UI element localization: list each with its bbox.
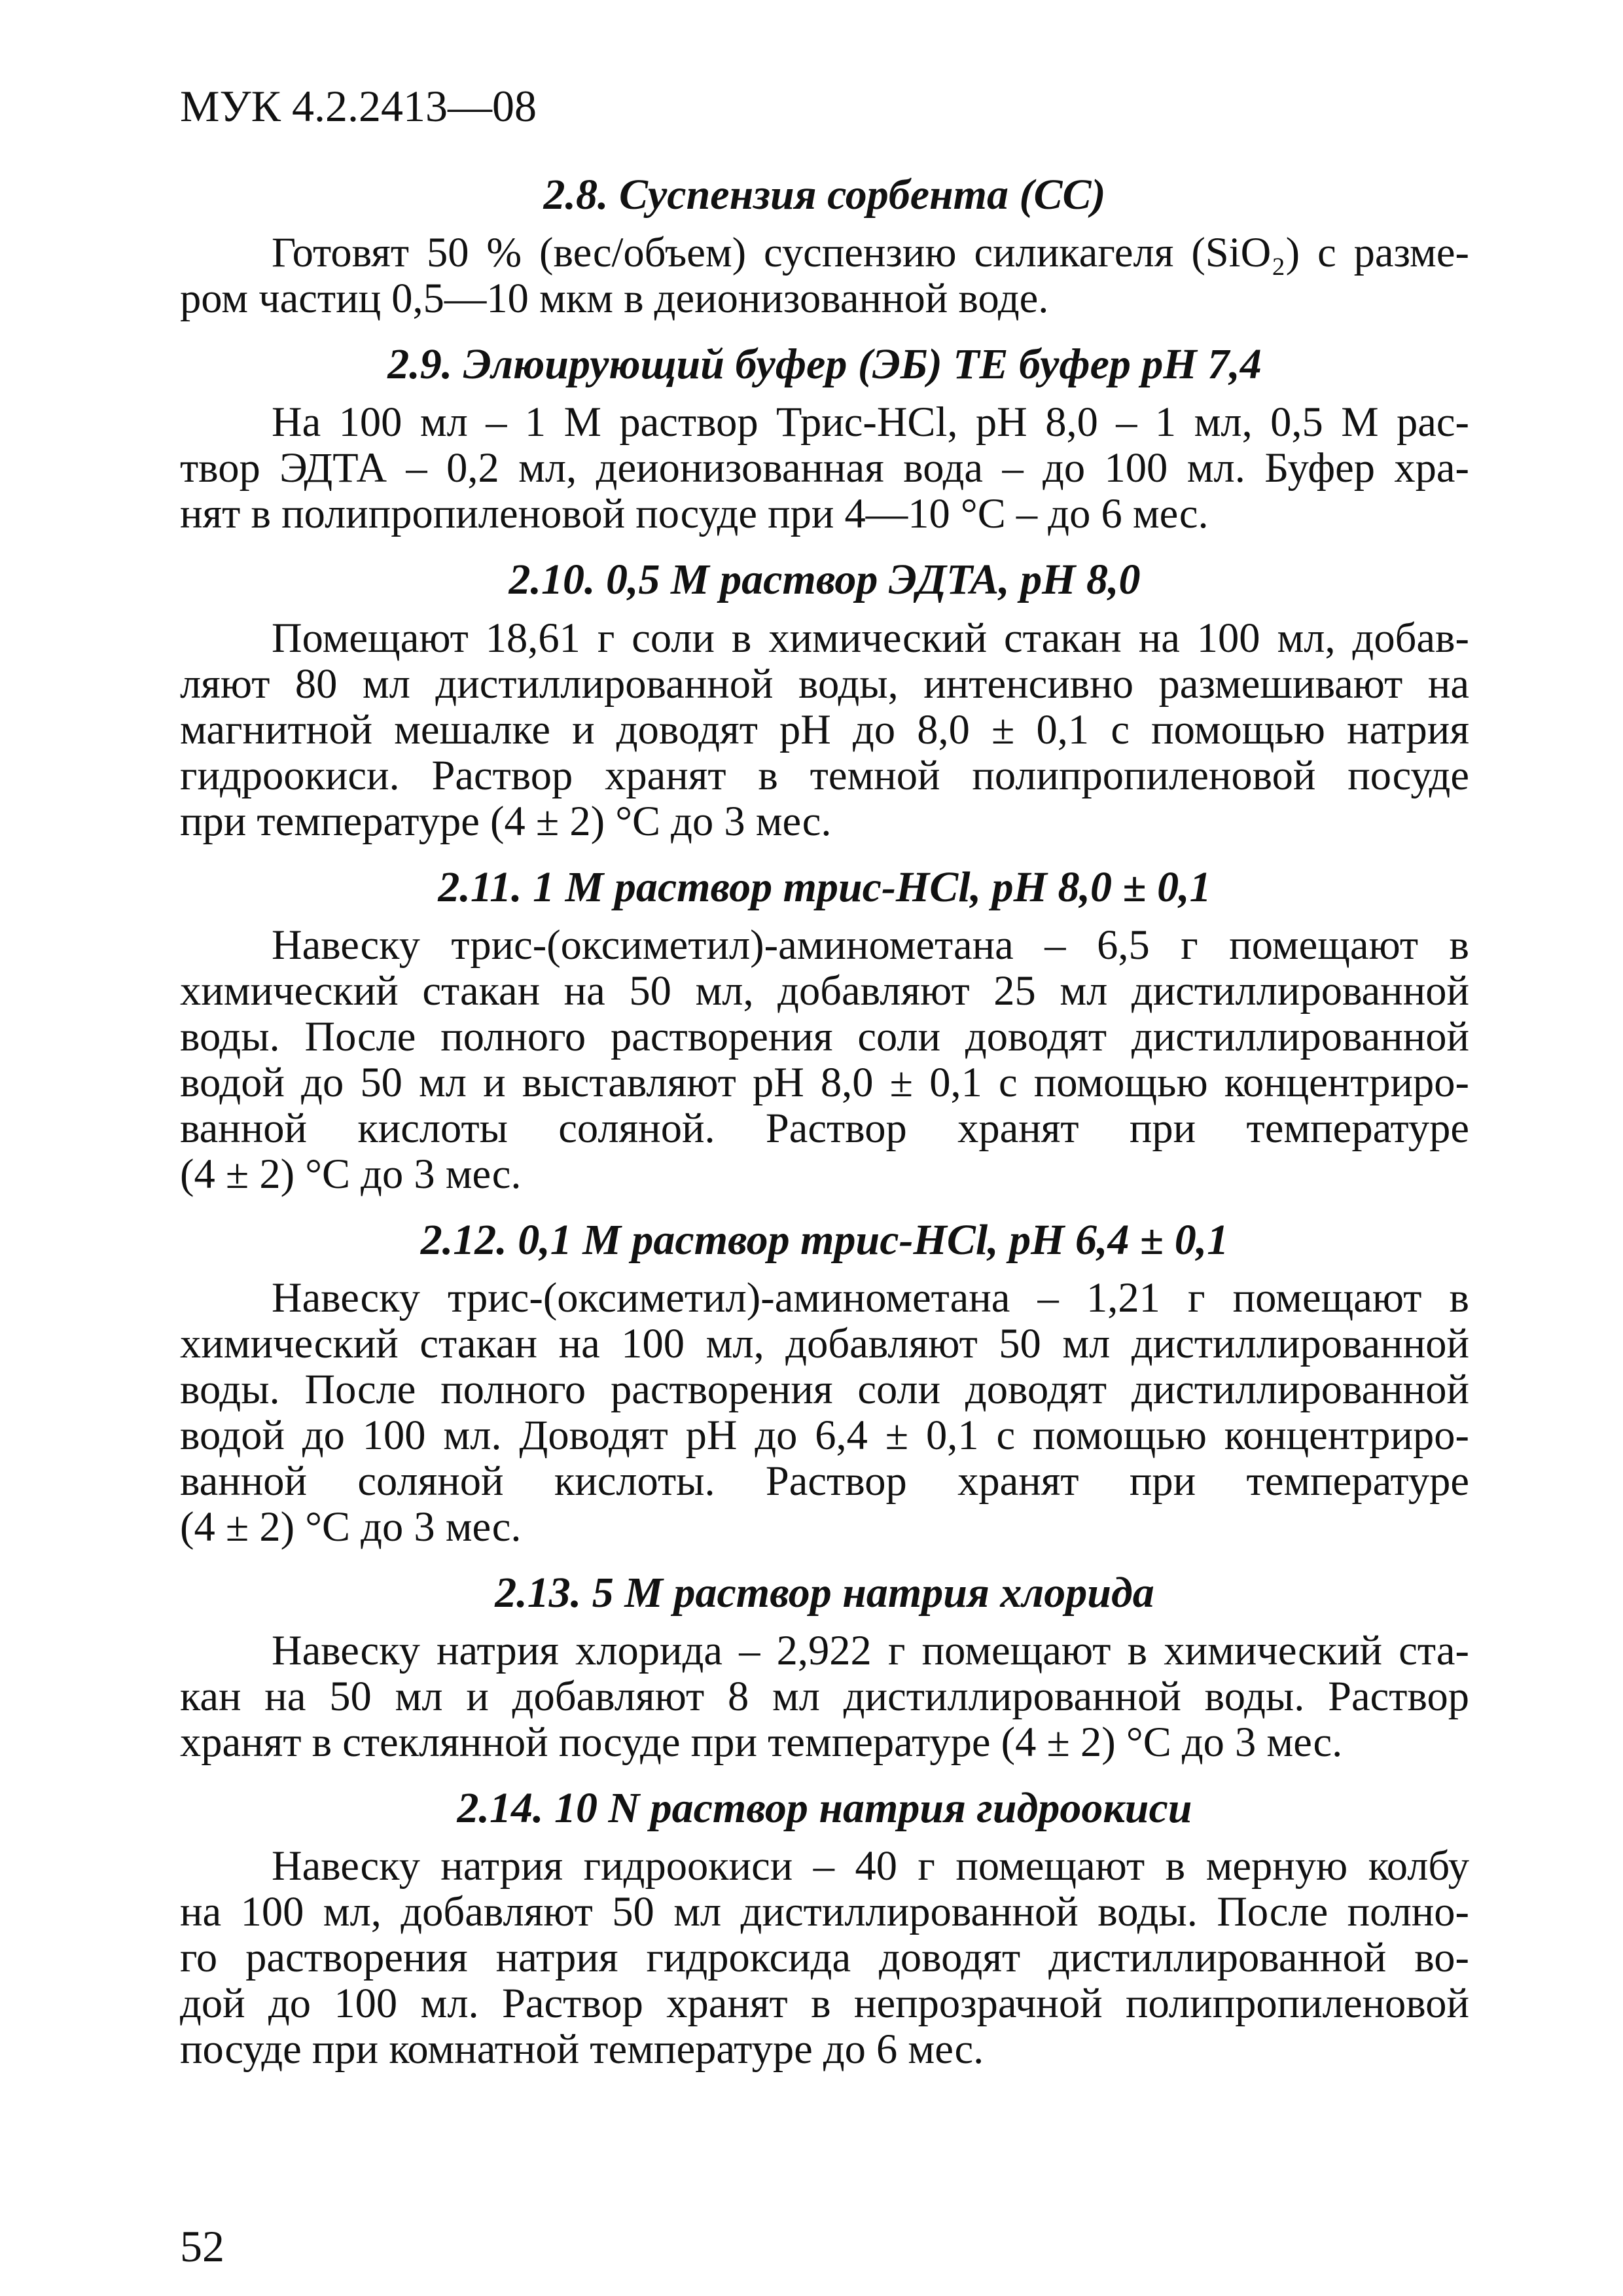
text-line: ванной кислоты соляной. Раствор хранят при температуре	[180, 1104, 1469, 1151]
document-code-header: МУК 4.2.2413—08	[180, 81, 537, 131]
text-line: водой до 50 мл и выставляют рН 8,0 ± 0,1 с помощью концентриро-	[180, 1058, 1469, 1105]
section-2-12	[180, 1208, 1469, 1550]
text-line: твор ЭДТА – 0,2 мл, деионизованная вода – до 100 мл. Буфер хра-	[180, 444, 1469, 492]
section-paragraph	[180, 615, 1469, 844]
text-line: водой до 100 мл. Доводят рН до 6,4 ± 0,1 с помощью концентриро-	[180, 1411, 1469, 1458]
section-title: 2.14. 10 N раствор натрия гидроокиси	[457, 1784, 1192, 1833]
section-title: 2.8. Суспензия сорбента (СС)	[543, 171, 1106, 219]
section-2-8	[180, 162, 1469, 321]
text-line: ром частиц 0,5—10 мкм в деионизованной воде.	[180, 275, 1049, 322]
section-2-11	[180, 855, 1469, 1197]
section-2-9	[180, 332, 1469, 537]
text-line: кан на 50 мл и добавляют 8 мл дистиллированной воды. Раствор	[180, 1673, 1469, 1720]
text-line: хранят в стеклянной посуде при температуре (4 ± 2) °С до 3 мес.	[180, 1719, 1343, 1766]
text-line: го растворения натрия гидроксида доводят дистиллированной во-	[180, 1934, 1469, 1981]
text-line: Навеску трис-(оксиметил)-аминометана – 1,21 г помещают в	[272, 1274, 1469, 1321]
text-line: воды. После полного растворения соли доводят дистиллированной	[180, 1013, 1469, 1060]
text-line: Помещают 18,61 г соли в химический стакан на 100 мл, добав-	[272, 614, 1469, 661]
section-paragraph	[180, 1628, 1469, 1765]
section-title: 2.9. Элюирующий буфер (ЭБ) ТЕ буфер рН 7,4	[387, 340, 1262, 389]
text-line: дой до 100 мл. Раствор хранят в непрозрачной полипропиленовой	[180, 1980, 1469, 2027]
section-2-13	[180, 1560, 1469, 1765]
text-line: Навеску натрия хлорида – 2,922 г помещают в химический ста-	[272, 1627, 1469, 1674]
text-line: Навеску натрия гидроокиси – 40 г помещают в мерную колбу	[272, 1842, 1469, 1890]
text-line: химический стакан на 100 мл, добавляют 50 мл дистиллированной	[180, 1319, 1469, 1367]
text-line: На 100 мл – 1 М раствор Трис-HCl, рН 8,0 – 1 мл, 0,5 М рас-	[272, 399, 1469, 446]
text-line: ванной соляной кислоты. Раствор хранят при температуре	[180, 1457, 1469, 1504]
text-line: Готовят 50 % (вес/объем) суспензию силикагеля (SiO₂) с разме-	[272, 229, 1469, 276]
section-paragraph	[180, 1843, 1469, 2072]
text-line: при температуре (4 ± 2) °С до 3 мес.	[180, 797, 832, 844]
section-title: 2.13. 5 М раствор натрия хлорида	[495, 1568, 1154, 1617]
section-title: 2.11. 1 М раствор трис-HCl, рН 8,0 ± 0,1	[438, 863, 1211, 911]
section-title: 2.10. 0,5 М раствор ЭДТА, рН 8,0	[508, 556, 1141, 604]
document-body	[180, 162, 1469, 2083]
section-paragraph	[180, 399, 1469, 537]
section-2-14	[180, 1776, 1469, 2072]
section-title: 2.12. 0,1 М раствор трис-HCl, рН 6,4 ± 0,1	[420, 1215, 1229, 1264]
section-paragraph	[180, 1275, 1469, 1550]
text-line: химический стакан на 50 мл, добавляют 25 мл дистиллированной	[180, 967, 1469, 1014]
text-line: на 100 мл, добавляют 50 мл дистиллированной воды. После полно-	[180, 1888, 1469, 1935]
section-2-10	[180, 547, 1469, 844]
text-line: магнитной мешалке и доводят рН до 8,0 ± 0,1 с помощью натрия	[180, 706, 1469, 753]
text-line: воды. После полного растворения соли доводят дистиллированной	[180, 1365, 1469, 1412]
text-line: (4 ± 2) °С до 3 мес.	[180, 1150, 522, 1197]
text-line: нят в полипропиленовой посуде при 4—10 °С – до 6 мес.	[180, 490, 1209, 537]
text-line: (4 ± 2) °С до 3 мес.	[180, 1503, 522, 1550]
page-number: 52	[180, 2221, 224, 2271]
section-paragraph	[180, 922, 1469, 1197]
section-paragraph	[180, 230, 1469, 321]
text-line: Навеску трис-(оксиметил)-аминометана – 6,5 г помещают в	[272, 921, 1469, 968]
text-line: ляют 80 мл дистиллированной воды, интенсивно размешивают на	[180, 660, 1469, 707]
text-line: посуде при комнатной температуре до 6 мес.	[180, 2026, 984, 2073]
text-line: гидроокиси. Раствор хранят в темной полипропиленовой посуде	[180, 751, 1469, 798]
